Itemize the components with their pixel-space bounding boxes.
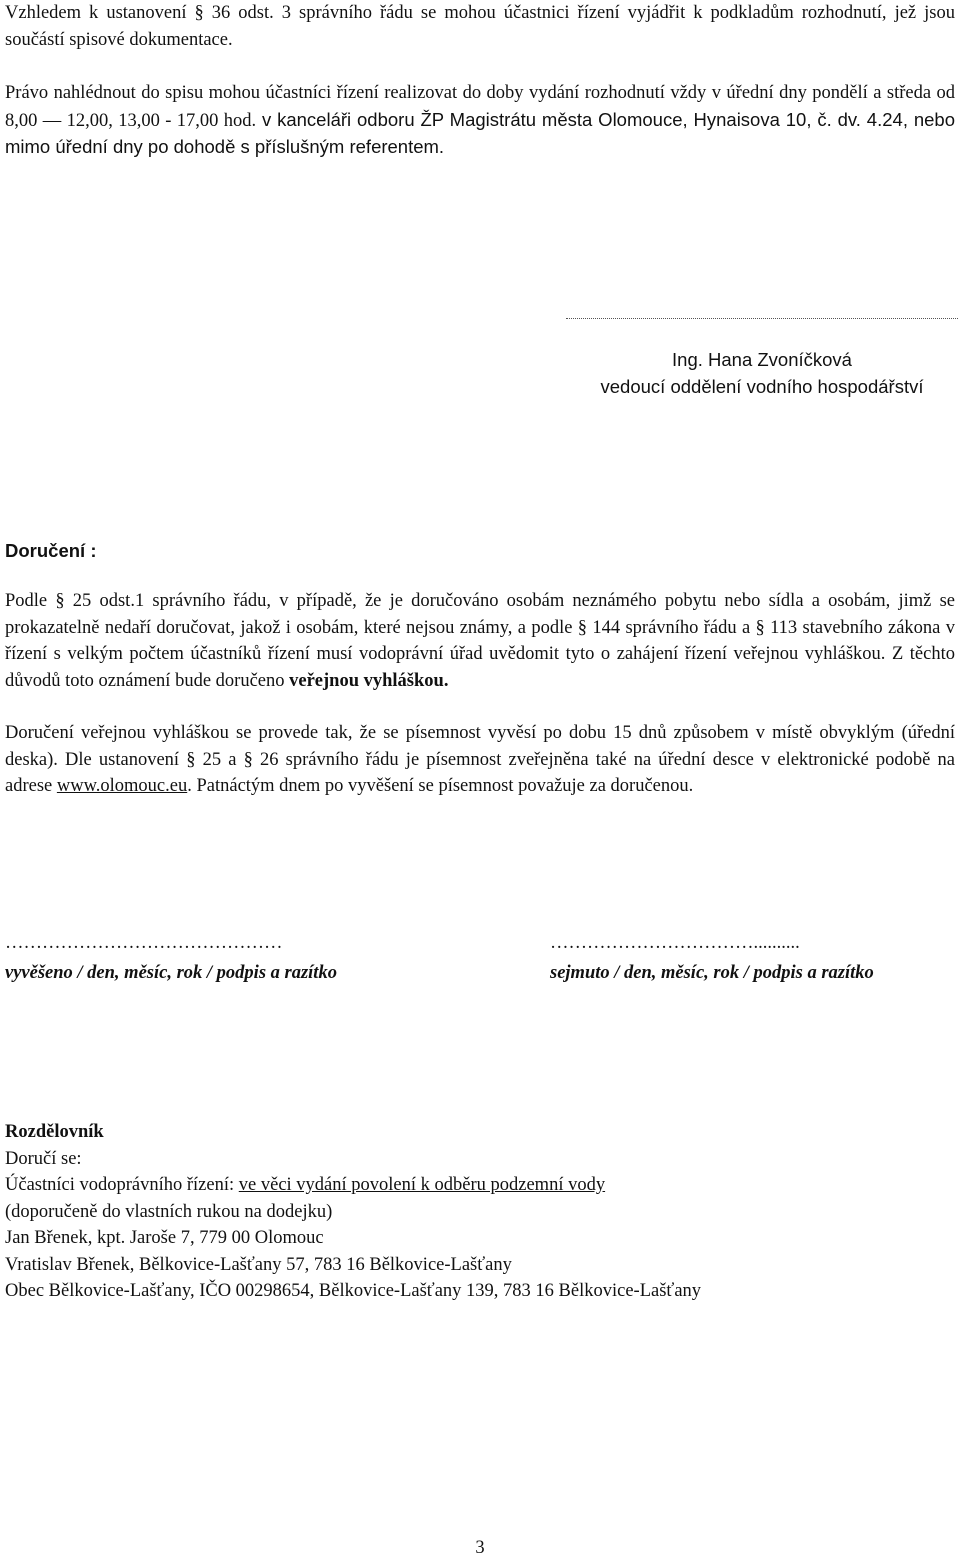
page-number: 3 — [475, 1538, 485, 1558]
participants-label: Účastníci vodoprávního řízení: — [5, 1175, 239, 1195]
intro-paragraph — [5, 0, 955, 53]
posted-label: vyvěšeno / den, měsíc, rok / podpis a razítko — [5, 963, 337, 983]
delivery-text-2a: Doručení veřejnou vyhláškou se provede tak, že se písemnost vyvěsí po dobu 15 dnů způsobem v místě obvyklým (úřední deska). Dle ustanovení § 25 a § 26 správního řádu je písemnost zveřejněna také na úřední desce v elektronické podobě na adrese — [5, 723, 955, 796]
distribution-line-6: Obec Bělkovice-Lašťany, IČO 00298654, Bělkovice-Lašťany 139, 783 16 Bělkovice-Lašťany — [5, 1281, 702, 1301]
delivery-paragraph-1 — [5, 588, 955, 694]
delivery-text-2b: . Patnáctým dnem po vyvěšení se písemnost považuje za doručenou. — [187, 776, 694, 796]
delivery-paragraph-2 — [5, 720, 955, 800]
matter-subject: ve věci vydání povolení k odběru podzemní vody — [238, 1175, 606, 1195]
file-inspection-text-1: Právo nahlédnout do spisu mohou účastníci řízení realizovat do doby vydání rozhodnutí vždy v úřední dny pondělí a středa od 8,00 — 12,00, 13,00 - 17,00 hod. — [5, 83, 955, 131]
distribution-line-5: Vratislav Břenek, Bělkovice-Lašťany 57, 783 16 Bělkovice-Lašťany — [5, 1254, 512, 1275]
signatory-name: Ing. Hana Zvoníčková — [672, 349, 852, 370]
intro-text: Vzhledem k ustanovení § 36 odst. 3 správního řádu se mohou účastnici řízení vyjádřit k podkladům rozhodnutí, jež jsou součástí spisové dokumentace. — [5, 3, 955, 50]
posted-dots: ……………………………………… — [5, 933, 283, 953]
signature-line — [566, 318, 958, 319]
distribution-heading: Rozdělovník — [5, 1122, 104, 1142]
delivery-heading: Doručení : — [5, 540, 97, 561]
signature-block — [566, 347, 958, 400]
distribution-line-2 — [5, 1172, 955, 1199]
signatory-role: vedoucí oddělení vodního hospodářství — [600, 375, 924, 397]
removed-label: sejmuto / den, měsíc, rok / podpis a razítko — [550, 963, 874, 983]
distribution-line-1: Doručí se: — [5, 1148, 82, 1169]
distribution-list — [5, 1119, 955, 1305]
delivery-bold: veřejnou vyhláškou. — [289, 670, 449, 691]
website-link[interactable]: www.olomouc.eu — [56, 776, 188, 796]
file-inspection-text-2: v kanceláři odboru ŽP Magistrátu města Olomouce, Hynaisova 10, č. dv. 4.24, nebo mimo úřední dny po dohodě s příslušným referentem. — [5, 108, 955, 157]
delivery-text-1: Podle § 25 odst.1 správního řádu, v případě, že je doručováno osobám neznámého pobytu nebo sídla a osobám, jimž se prokazatelně nedaří doručovat, jakož i osobám, které nejsou známy, a podle § 144 správního řádu a § 113 stavebního zákona v řízení s velkým počtem účastníků řízení musí vodoprávní úřad uvědomit tyto o zahájení řízení veřejnou vyhláškou. Z těchto důvodů toto oznámení bude doručeno — [5, 591, 955, 691]
distribution-line-3: (doporučeně do vlastních rukou na dodejku) — [5, 1201, 333, 1222]
file-inspection-paragraph — [5, 80, 955, 162]
removed-dots: …………………………….......... — [550, 933, 800, 953]
distribution-line-4: Jan Břenek, kpt. Jaroše 7, 779 00 Olomouc — [5, 1228, 324, 1248]
